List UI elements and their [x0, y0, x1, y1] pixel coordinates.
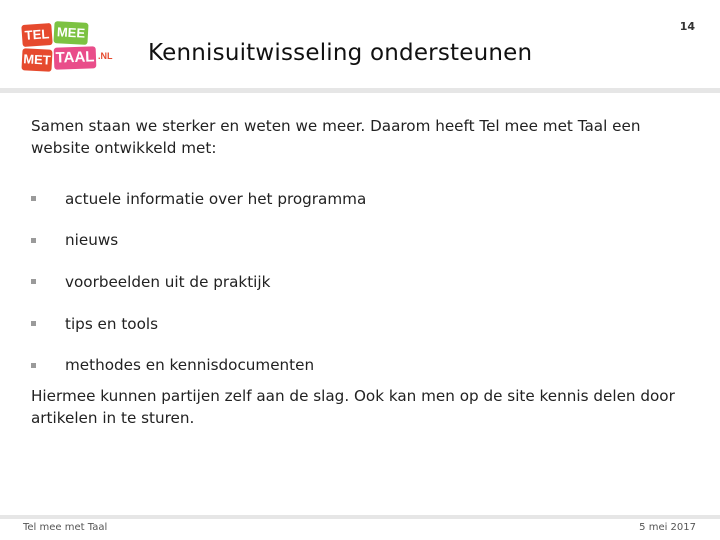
footer-date: 5 mei 2017 [639, 522, 696, 533]
page-number: 14 [679, 20, 695, 33]
outro-paragraph: Hiermee kunnen partijen zelf aan de slag. Ook kan men op de site kennis delen door artikelen in te sturen. [31, 387, 675, 427]
list-item [31, 303, 366, 345]
footer-divider [0, 515, 720, 519]
bullet-marker [31, 321, 36, 326]
bullet-marker [31, 238, 36, 243]
footer-organisation: Tel mee met Taal [23, 522, 108, 533]
list-item [31, 178, 366, 220]
header-divider [0, 88, 720, 93]
bullet-marker [31, 363, 36, 368]
logo [20, 20, 120, 76]
list-item-text: nieuws [65, 231, 119, 250]
list-item [31, 344, 366, 386]
logo-tile-tel: TEL [21, 23, 52, 47]
list-item-text: voorbeelden uit de praktijk [65, 272, 271, 291]
list-item [31, 220, 366, 262]
logo-tile-met: MET [21, 48, 52, 72]
list-item-text: tips en tools [65, 314, 159, 333]
list-item-text: methodes en kennisdocumenten [65, 356, 315, 375]
bullet-list [31, 178, 366, 386]
logo-tile-mee: MEE [53, 21, 88, 45]
intro-paragraph: Samen staan we sterker en weten we meer. Daarom heeft Tel mee met Taal een website ontwikkeld met: [31, 117, 641, 157]
list-item [31, 261, 366, 303]
bullet-marker [31, 279, 36, 284]
logo-tile-taal: TAAL [54, 46, 97, 69]
list-item-text: actuele informatie over het programma [65, 189, 367, 208]
logo-suffix: .NL [98, 51, 113, 61]
bullet-marker [31, 196, 36, 201]
page-title: Kennisuitwisseling ondersteunen [148, 40, 533, 66]
